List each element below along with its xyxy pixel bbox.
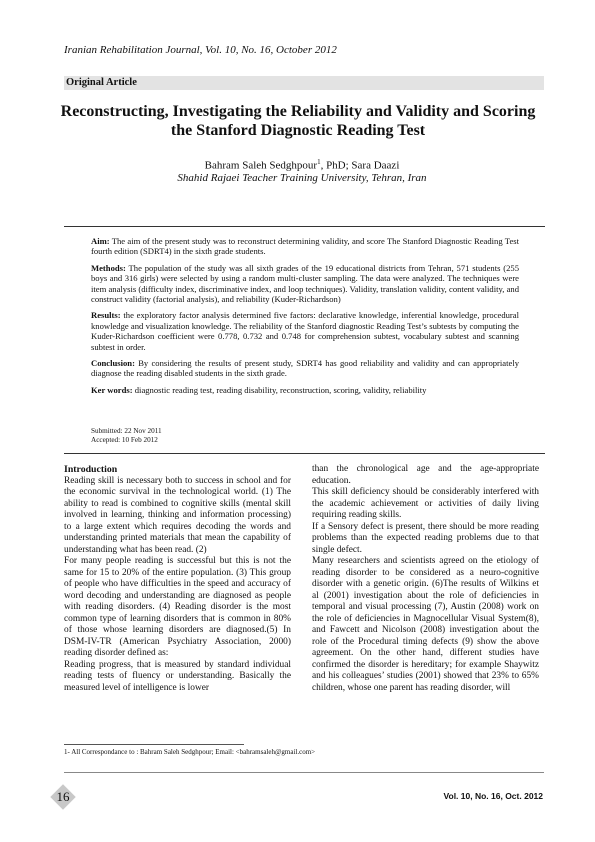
abstract-aim <box>91 236 519 257</box>
section-label: Original Article <box>66 77 137 88</box>
keywords-label: Ker words: <box>91 384 133 395</box>
submission-dates <box>91 427 291 446</box>
conclusion-label: Conclusion: <box>91 358 135 369</box>
results-text: the exploratory factor analysis determined five factors: declarative knowledge, inferential knowledge, procedural knowledge and visualization knowledge. The reliability of the Stanford diagnostic Reading Test’s subtests by computing the Kuder-Richardson coefficient were 0.778, 0.732 and 0.748 for comprehension subtest, vocabulary subtest and scanning subtest in order. <box>91 310 519 352</box>
footnote-rule <box>64 744 244 745</box>
right-column <box>312 464 539 694</box>
submitted-date: Submitted: 22 Nov 2011 <box>91 427 162 435</box>
methods-text: The population of the study was all sixth grades of the 19 educational districts from Tehran, 571 students (255 boys and 316 girls) were selected by using a random multi-cluster sampling. The data were analyzed. The techniques were item analysis (difficulty index, discriminative index, and loop techniques). Validity, translation validity, content validity, and construct validity (factorial analysis), and reliability (Kuder-Richardson) <box>91 262 519 305</box>
volume-footer: Vol. 10, No. 16, Oct. 2012 <box>443 791 543 801</box>
abstract-top-rule <box>64 226 545 227</box>
left-column <box>64 464 291 694</box>
page-number: 16 <box>56 789 70 804</box>
title-line-2: the Stanford Diagnostic Reading Test <box>170 122 426 139</box>
abstract-methods <box>91 263 519 305</box>
results-label: Results: <box>91 310 121 321</box>
footer-rule <box>64 772 544 773</box>
keywords-text: diagnostic reading test, reading disability, reconstruction, scoring, validity, reliability <box>132 384 427 395</box>
intro-heading: Introduction <box>64 464 118 475</box>
abstract-results <box>91 310 519 352</box>
authors <box>64 158 540 172</box>
methods-label: Methods: <box>91 262 126 273</box>
left-paragraph-3: Reading progress, that is measured by standard individual reading tests of fluency or understanding. Basically the measured level of intelligence is lower <box>64 659 291 693</box>
journal-header: Iranian Rehabilitation Journal, Vol. 10, No. 16, October 2012 <box>64 44 337 56</box>
author-rest: , PhD; Sara Daazi <box>320 159 400 172</box>
title-line-1: Reconstructing, Investigating the Reliability and Validity and Scoring <box>60 103 536 120</box>
right-paragraph-4: Many researchers and scientists agreed on the etiology of reading disorder to be considered as a neuro-cognitive disorder with a genetic origin. (6)The results of Wilkins et al (2001) investigation about the role of deficiencies in temporal and visual processing (7), Austin (2008) work on the role of deficiencies in Magnocellular Visual System(8), and Fawcett and Nicolson (2008) investigation about the role of the Procedural timing defects (9) show the above agreement. On the other hand, different studies have confirmed the disorder is hereditary; for example Shaywitz and his colleagues’ studies (2001) showed that 23% to 65% children, whose one parent has reading disorder, will <box>312 556 539 693</box>
accepted-date: Accepted: 10 Feb 2012 <box>91 436 158 445</box>
right-paragraph-1: than the chronological age and the age-appropriate education. <box>312 464 539 486</box>
left-paragraph-1: Reading skill is necessary both to success in school and for the economic survival in the technological world. (1) The ability to read is combined to cognitive skills (mental skill involved in learning, thinking and information processing) to a large extent which requires decoding the words and understanding printed materials that mean the capability of understanding what has been read. (2) <box>64 475 291 555</box>
right-paragraph-2: This skill deficiency should be considerably interfered with the academic achievement or activities of daily living requiring reading skills. <box>312 487 539 520</box>
affiliation: Shahid Rajaei Teacher Training University, Tehran, Iran <box>177 172 427 184</box>
abstract <box>91 236 519 395</box>
abstract-conclusion <box>91 358 519 379</box>
abstract-keywords <box>91 385 519 395</box>
aim-text: The aim of the present study was to reconstruct determining validity, and score The Stanford Diagnostic Reading Test fourth edition (SDRT4) in the sixth grade students. <box>91 236 519 257</box>
author-footnote-mark: 1 <box>317 158 321 166</box>
article-title <box>60 102 536 140</box>
aim-label: Aim: <box>91 236 110 246</box>
abstract-bottom-rule <box>64 453 545 454</box>
left-paragraph-2: For many people reading is successful but this is not the same for 15 to 20% of the entire population. (3) This group of people who have difficulties in the speed and accuracy of word decoding and understanding are diagnosed as people with reading disorders. (4) Reading disorder is the most common type of learning disorders that is common in 80% of those whose learning disorders are diagnosed.(5) In DSM-IV-TR (American Psychiatry Association, 2000) reading disorder defined as: <box>64 556 291 658</box>
right-paragraph-3: If a Sensory defect is present, there should be more reading problems than the expected reading problems due to that single defect. <box>312 521 539 555</box>
correspondence-footnote: 1- All Correspondance to : Bahram Saleh Sedghpour; Email: <bahramsaleh@gmail.com> <box>64 748 316 756</box>
conclusion-text: By considering the results of present study, SDRT4 has good reliability and validity and can appropriately diagnose the reading disabled students in the sixth grade. <box>91 358 519 379</box>
author-primary: Bahram Saleh Sedghpour <box>204 159 318 172</box>
